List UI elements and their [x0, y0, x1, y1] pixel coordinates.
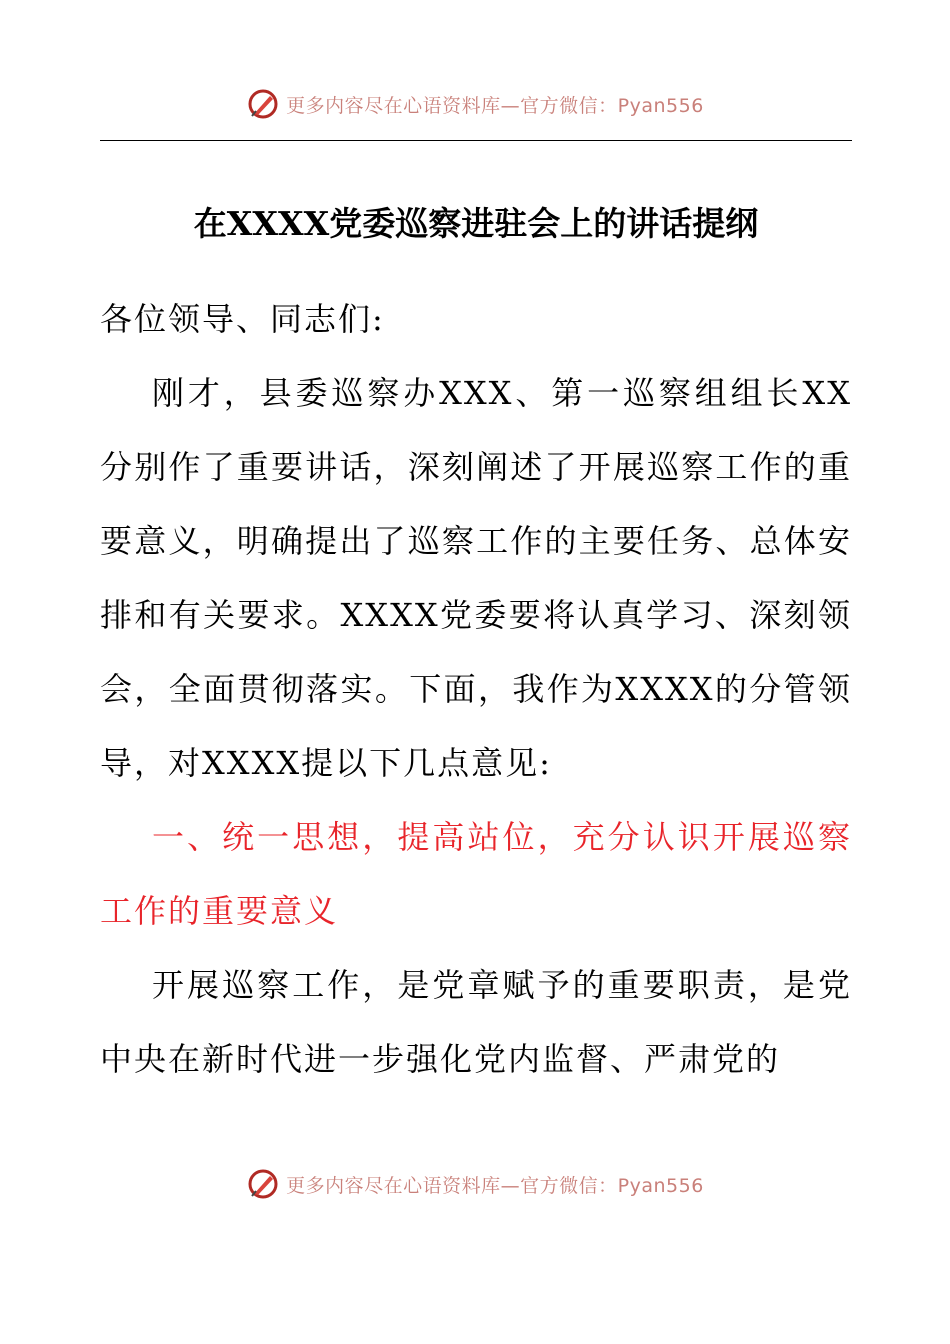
quill-logo-icon	[246, 87, 280, 121]
watermark-text: 更多内容尽在心语资料库—官方微信：Pyan556	[286, 1174, 704, 1197]
footer-watermark	[0, 1164, 950, 1204]
section-heading: 一、统一思想，提高站位，充分认识开展巡察工作的重要意义	[100, 818, 852, 930]
paragraph: 刚才，县委巡察办XXX、第一巡察组组长XX分别作了重要讲话，深刻阐述了开展巡察工作的重要意义，明确提出了巡察工作的主要任务、总体安排和有关要求。XXXX党委要将认真学习、深刻领会，全面贯彻落实。下面，我作为XXXX的分管领导，对XXXX提以下几点意见:	[100, 374, 852, 782]
salutation: 各位领导、同志们:	[100, 300, 385, 338]
header-divider	[100, 140, 852, 141]
document-body	[100, 282, 852, 1096]
paragraph: 开展巡察工作，是党章赋予的重要职责，是党中央在新时代进一步强化党内监督、严肃党的	[100, 966, 852, 1078]
watermark-text: 更多内容尽在心语资料库—官方微信：Pyan556	[286, 94, 704, 117]
header-watermark	[0, 84, 950, 124]
quill-logo-icon	[246, 1167, 280, 1201]
document-title: 在XXXX党委巡察进驻会上的讲话提纲	[193, 204, 759, 243]
